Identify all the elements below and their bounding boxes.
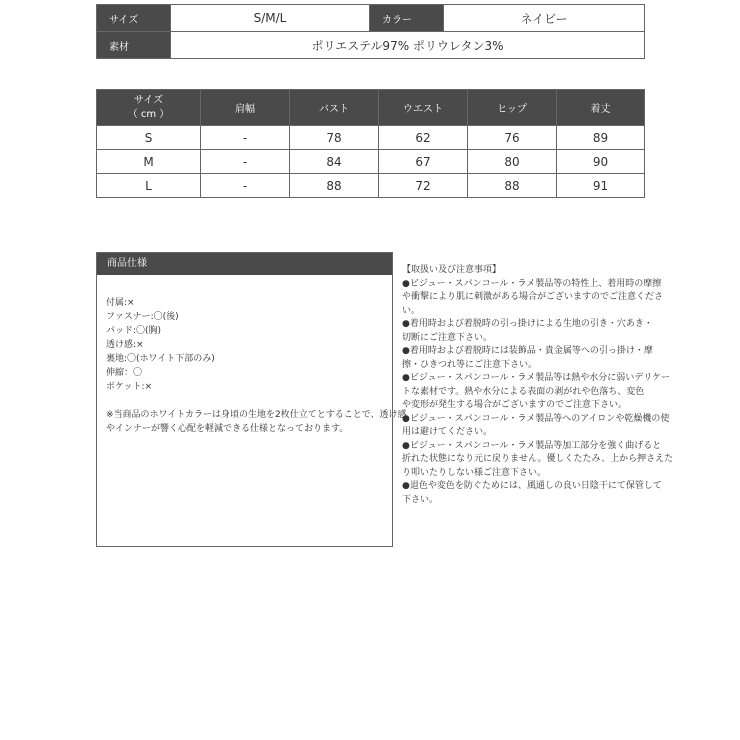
- table-cell: 76: [468, 126, 557, 150]
- size-label: サイズ: [97, 5, 171, 32]
- material-value: ポリエステル97% ポリウレタン3%: [171, 32, 645, 59]
- size-header-line2: （ cm ）: [127, 108, 170, 120]
- caution-line: ●着用時および着脱時には装飾品・貴金属等への引っ掛け・摩: [402, 346, 653, 356]
- caution-line: ●ビジュー・スパンコール・ラメ製品等は熱や水分に弱いデリケー: [402, 373, 671, 383]
- spec-title: 商品仕様: [97, 253, 392, 275]
- table-row: [97, 174, 645, 198]
- caution-line: トな素材です。熱や水分による表面の剥がれや色落ち、変色: [402, 386, 645, 397]
- size-value: S/M/L: [171, 5, 370, 32]
- caution-line: 切断にご注意下さい。: [402, 332, 493, 343]
- table-cell: -: [201, 126, 290, 150]
- table-row: [97, 150, 645, 174]
- table-cell: 91: [557, 174, 645, 198]
- color-label: カラー: [370, 5, 444, 32]
- table-cell: -: [201, 150, 290, 174]
- caution-line: 下さい。: [402, 494, 439, 505]
- table-cell: 89: [557, 126, 645, 150]
- spec-item: 裏地:〇(ホワイト下部のみ): [106, 354, 215, 364]
- table-cell: 88: [290, 174, 379, 198]
- size-chart-header: [97, 90, 645, 126]
- table-row: [97, 126, 645, 150]
- column-header: 着丈: [557, 90, 645, 126]
- caution-line: ●ビジュー・スパンコール・ラメ製品等加工部分を強く曲げると: [402, 440, 662, 451]
- size-chart-table: [96, 89, 645, 198]
- spec-item: パッド:〇(胸): [106, 326, 162, 336]
- size-header-line1: サイズ: [133, 94, 164, 106]
- table-cell: 90: [557, 150, 645, 174]
- spec-item: 透け感:×: [106, 340, 144, 350]
- table-cell: 72: [379, 174, 468, 198]
- product-info-table: [96, 4, 645, 59]
- row-size: L: [97, 174, 201, 198]
- spec-item: 付属:×: [106, 298, 135, 308]
- info-row-size-color: [97, 5, 645, 32]
- product-spec-panel: [96, 252, 407, 547]
- caution-line: や衝撃により肌に刺激がある場合がございますのでご注意くださ: [402, 292, 664, 302]
- row-size: S: [97, 126, 201, 150]
- caution-line: 用は避けてください。: [402, 427, 493, 437]
- spec-note-line: ※当商品のホワイトカラーは身頃の生地を2枚仕立てとすることで、透け感: [106, 410, 407, 420]
- column-header: バスト: [290, 90, 379, 126]
- caution-line: り叩いたりしない様ご注意下さい。: [402, 467, 547, 478]
- caution-line: ●着用時および着脱時の引っ掛けによる生地の引き・穴あき・: [402, 319, 653, 329]
- row-size: M: [97, 150, 201, 174]
- column-header: 肩幅: [201, 90, 290, 126]
- spec-item: 伸縮：〇: [106, 368, 143, 378]
- caution-line: や変形が発生する場合がございますのでご注意下さい。: [402, 400, 628, 410]
- caution-line: ●ビジュー・スパンコール・ラメ製品等へのアイロンや乾燥機の使: [402, 413, 670, 424]
- caution-line: 折れた状態になり元に戻りません。優しくたたみ、上から押さえた: [402, 454, 674, 464]
- table-cell: -: [201, 174, 290, 198]
- spec-note: [106, 408, 407, 436]
- caution-line: い。: [402, 305, 421, 316]
- spec-item: ファスナー:〇(後): [106, 312, 179, 322]
- column-header: ヒップ: [468, 90, 557, 126]
- material-label: 素材: [97, 32, 171, 59]
- spec-item: ポケット:×: [106, 382, 153, 392]
- color-value: ネイビー: [444, 5, 645, 32]
- table-cell: 62: [379, 126, 468, 150]
- caution-line: ●退色や変色を防ぐためには、風通しの良い日陰干にて保管して: [402, 481, 662, 491]
- caution-line: ●ビジュー・スパンコール・ラメ製品等の特性上、着用時の摩擦: [402, 278, 662, 289]
- table-cell: 84: [290, 150, 379, 174]
- size-header: [97, 90, 201, 126]
- table-cell: 78: [290, 126, 379, 150]
- table-cell: 67: [379, 150, 468, 174]
- info-row-material: [97, 32, 645, 59]
- table-cell: 88: [468, 174, 557, 198]
- table-cell: 80: [468, 150, 557, 174]
- caution-line: 擦・ひきつれ等にご注意下さい。: [402, 359, 538, 370]
- spec-body: [97, 275, 407, 436]
- care-caution-notes: [402, 264, 674, 507]
- caution-line: 【取扱い及び注意事項】: [402, 265, 502, 275]
- spec-note-line: やインナーが響く心配を軽減できる仕様となっております。: [106, 424, 349, 434]
- column-header: ウエスト: [379, 90, 468, 126]
